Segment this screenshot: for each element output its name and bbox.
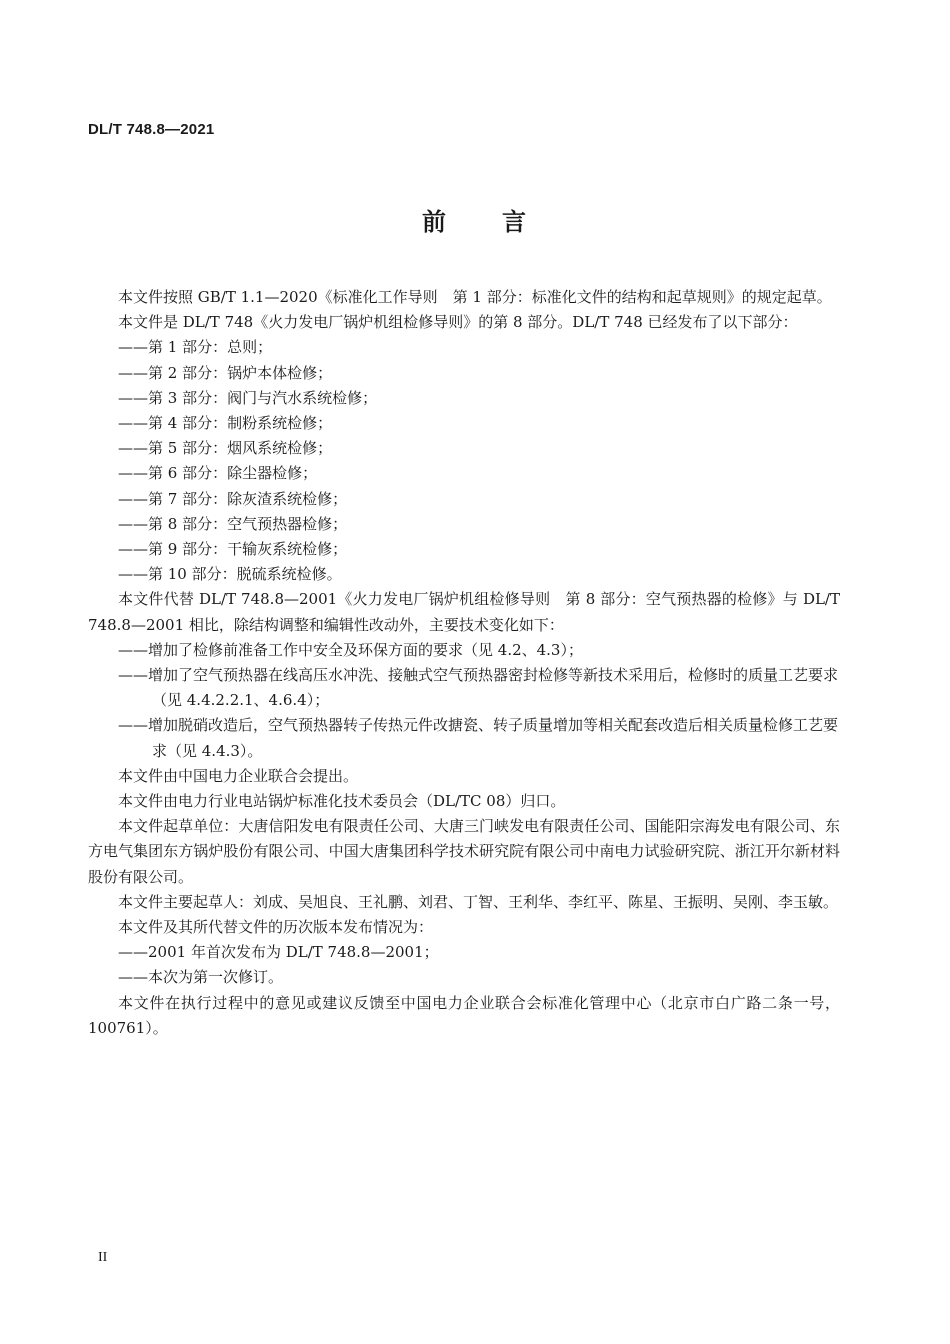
list-item-history: ——本次为第一次修订。: [118, 968, 284, 987]
list-item-part: ——第 10 部分：脱硫系统检修。: [118, 565, 342, 584]
list-item-part: ——第 1 部分：总则；: [118, 338, 273, 357]
paragraph-drafting-units: 本文件起草单位：大唐信阳发电有限责任公司、大唐三门峡发电有限责任公司、国能阳宗海发电有限公司、东方电气集团东方锅炉股份有限公司、中国大唐集团科学技术研究院有限公司中南电力试验研究院、浙江开尔新材料股份有限公司。: [88, 817, 840, 886]
page-number: II: [98, 1250, 108, 1265]
list-item-part: ——第 3 部分：阀门与汽水系统检修；: [118, 388, 378, 407]
paragraph-drafting-rules: 本文件按照 GB/T 1.1—2020《标准化工作导则 第 1 部分：标准化文件的结构和起草规则》的规定起草。: [118, 288, 832, 306]
paragraph-history-intro: 本文件及其所代替文件的历次版本发布情况为：: [118, 918, 434, 937]
list-item-part: ——第 4 部分：制粉系统检修；: [118, 414, 333, 433]
list-item-part: ——第 8 部分：空气预热器检修；: [118, 514, 348, 533]
list-item-history: ——2001 年首次发布为 DL/T 748.8—2001；: [118, 943, 439, 962]
list-item-part: ——第 2 部分：锅炉本体检修；: [118, 363, 333, 382]
paragraph-feedback: 本文件在执行过程中的意见或建议反馈至中国电力企业联合会标准化管理中心（北京市白广路二条一号，100761）。: [88, 993, 840, 1037]
paragraph-drafters: 本文件主要起草人：刘成、吴旭良、王礼鹏、刘君、丁智、王利华、李红平、陈星、王振明、吴刚、李玉敏。: [118, 892, 839, 911]
title-char-1: 前: [422, 208, 448, 236]
list-item-change: ——增加了空气预热器在线高压水冲洗、接触式空气预热器密封检修等新技术采用后，检修时的质量工艺要求（见 4.4.2.2.1、4.6.4）；: [118, 666, 839, 710]
list-item-change: ——增加了检修前准备工作中安全及环保方面的要求（见 4.2、4.3）；: [118, 640, 583, 659]
page-title: [0, 202, 950, 237]
standard-code: DL/T 748.8—2021: [88, 121, 215, 138]
list-item-part: ——第 7 部分：除灰渣系统检修；: [118, 489, 348, 508]
title-char-2: 言: [502, 208, 528, 236]
list-item-part: ——第 6 部分：除尘器检修；: [118, 464, 318, 483]
list-item-part: ——第 9 部分：干输灰系统检修；: [118, 540, 348, 559]
preface-body: [88, 285, 840, 1041]
paragraph-replacement: 本文件代替 DL/T 748.8—2001《火力发电厂锅炉机组检修导则 第 8 部分：空气预热器的检修》与 DL/T 748.8—2001 相比，除结构调整和编辑性改动外，主要技术变化如下：: [88, 590, 840, 634]
paragraph-centralized: 本文件由电力行业电站锅炉标准化技术委员会（DL/TC 08）归口。: [118, 792, 566, 811]
paragraph-proposer: 本文件由中国电力企业联合会提出。: [118, 766, 359, 785]
paragraph-series-intro: 本文件是 DL/T 748《火力发电厂锅炉机组检修导则》的第 8 部分。DL/T 748 已经发布了以下部分：: [118, 313, 798, 332]
list-item-part: ——第 5 部分：烟风系统检修；: [118, 439, 333, 458]
list-item-change: ——增加脱硝改造后，空气预热器转子传热元件改搪瓷、转子质量增加等相关配套改造后相关质量检修工艺要求（见 4.4.3）。: [118, 716, 839, 760]
